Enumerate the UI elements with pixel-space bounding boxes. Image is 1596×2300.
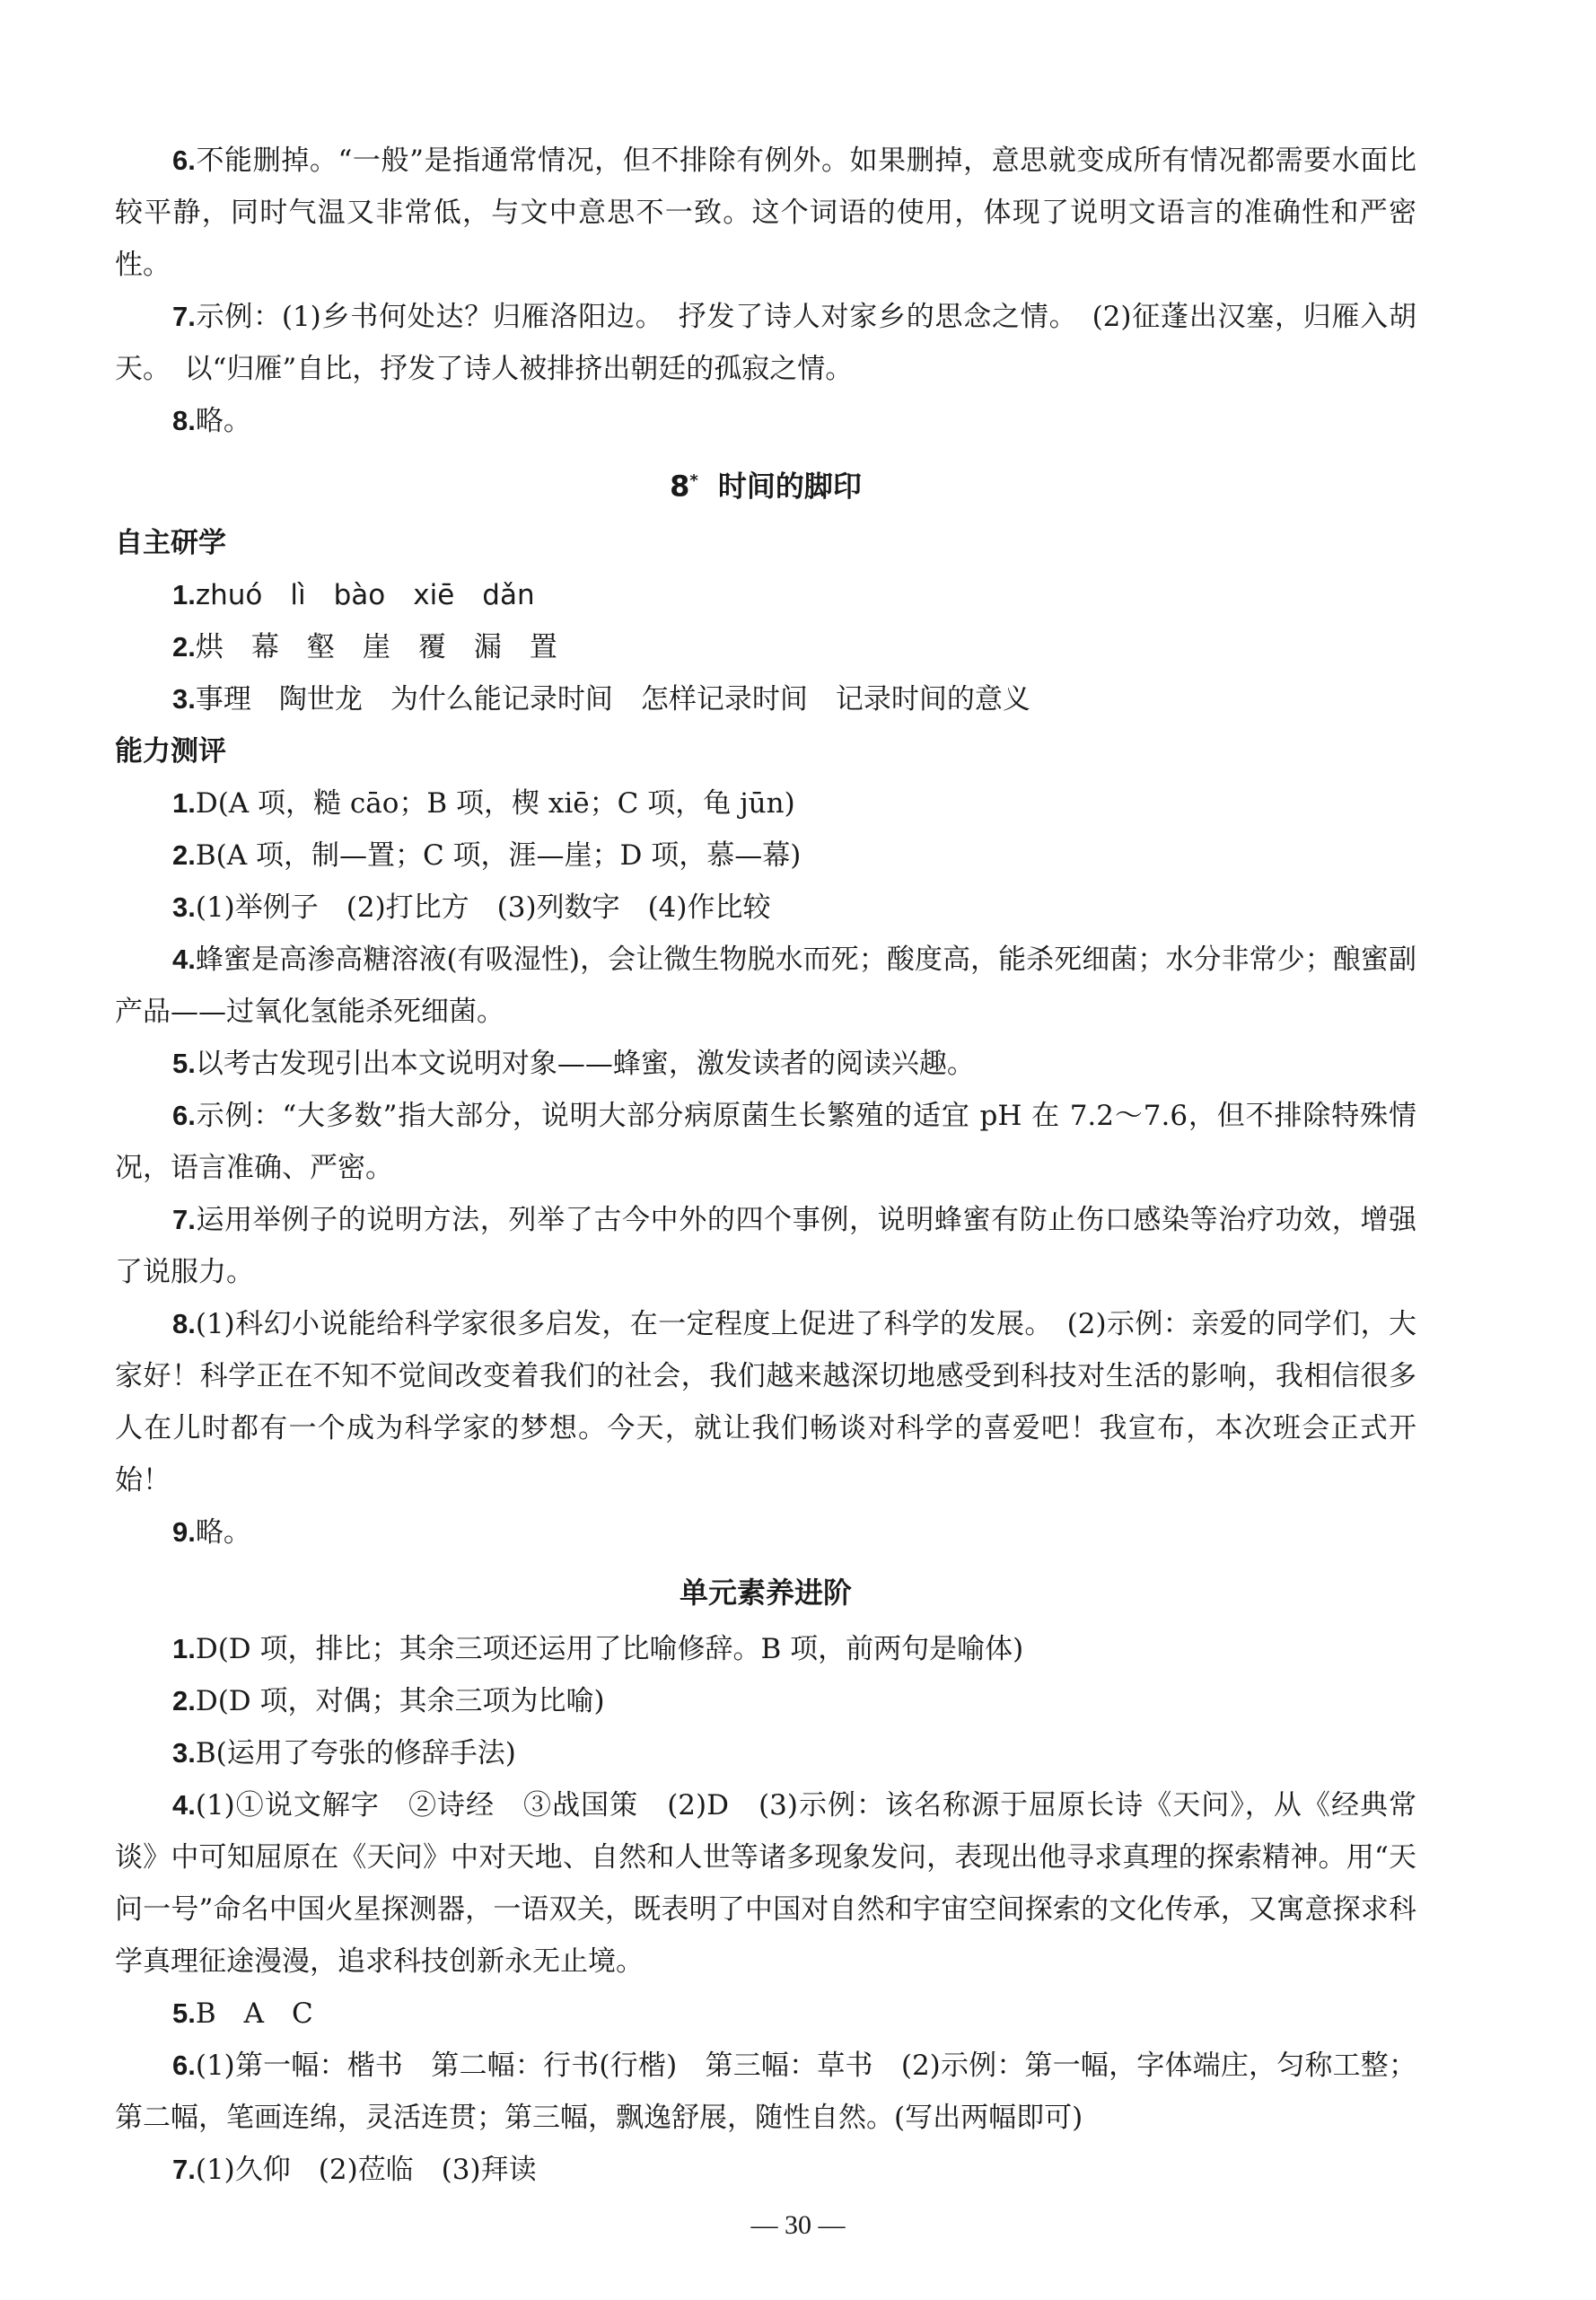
zizhu-heading: 自主研学: [115, 526, 226, 559]
answer-item: 4.(1)①说文解字 ②诗经 ③战国策 (2)D (3)示例：该名称源于屈原长诗《天问》，从《经典常谈》中可知屈原在《天问》中对天地、自然和人世等诸多现象发问，表现出他寻求真理的探索精神。用“天问一号”命名中国火星探测器，一语双关，既表明了中国对自然和宇宙空间探索的文化传承，又寓意探求科学真理征途漫漫，追求科技创新永无止境。: [115, 1788, 1416, 1978]
answer-page: [115, 135, 1416, 2196]
answer-item: 2.烘 幕 壑 崖 覆 漏 置: [172, 630, 557, 663]
answer-item: 1.zhuó lì bào xiē dǎn: [172, 578, 535, 611]
answer-item: 3.(1)举例子 (2)打比方 (3)列数字 (4)作比较: [172, 891, 771, 924]
answer-item: 7.(1)久仰 (2)莅临 (3)拜读: [172, 2153, 537, 2186]
answer-item: 6.(1)第一幅：楷书 第二幅：行书(行楷) 第三幅：草书 (2)示例：第一幅，字体端庄，匀称工整；第二幅，笔画连绵，灵活连贯；第三幅，飘逸舒展，随性自然。(写出两幅即可): [115, 2049, 1416, 2134]
lesson-number: 8: [670, 469, 690, 504]
lesson-8-title: [115, 454, 1416, 514]
top-answers: [115, 135, 1416, 447]
answer-item: 7.示例：(1)乡书何处达？归雁洛阳边。 抒发了诗人对家乡的思念之情。 (2)征蓬出汉塞，归雁入胡天。 以“归雁”自比，抒发了诗人被排挤出朝廷的孤寂之情。: [115, 301, 1416, 385]
answer-item: 9.略。: [172, 1515, 251, 1549]
answer-item: 1.D(D 项，排比；其余三项还运用了比喻修辞。B 项，前两句是喻体): [172, 1632, 1024, 1665]
unit-title: 单元素养进阶: [679, 1575, 852, 1610]
answer-item: 7.运用举例子的说明方法，列举了古今中外的四个事例，说明蜂蜜有防止伤口感染等治疗功效，增强了说服力。: [115, 1203, 1416, 1288]
answer-item: 1.D(A 项，糙 cāo；B 项，楔 xiē；C 项，龟 jūn): [172, 786, 795, 820]
answer-item: 3.事理 陶世龙 为什么能记录时间 怎样记录时间 记录时间的意义: [172, 682, 1030, 715]
answer-item: 5.以考古发现引出本文说明对象——蜂蜜，激发读者的阅读兴趣。: [172, 1047, 975, 1080]
answer-item: 2.B(A 项，制—置；C 项，涯—崖；D 项，慕—幕): [172, 838, 802, 872]
answer-item: 8.(1)科幻小说能给科学家很多启发，在一定程度上促进了科学的发展。 (2)示例：亲爱的同学们，大家好！科学正在不知不觉间改变着我们的社会，我们越来越深切地感受到科技对生活的影响，我相信很多人在儿时都有一个成为科学家的梦想。今天，就让我们畅谈对科学的喜爱吧！我宣布，本次班会正式开始！: [115, 1307, 1416, 1497]
answer-item: 4.蜂蜜是高渗高糖溶液(有吸湿性)，会让微生物脱水而死；酸度高，能杀死细菌；水分非常少；酿蜜副产品——过氧化氢能杀死细菌。: [115, 943, 1416, 1028]
nengli-heading: 能力测评: [115, 734, 226, 768]
answer-item: 8.略。: [172, 405, 251, 437]
answer-item: 2.D(D 项，对偶；其余三项为比喻): [172, 1684, 605, 1717]
answer-item: 5.B A C: [172, 1997, 313, 2030]
lesson-star: *: [689, 471, 698, 490]
page-number: — 30 —: [750, 2210, 846, 2240]
answer-item: 3.B(运用了夸张的修辞手法): [172, 1736, 516, 1769]
answer-item: 6.不能删掉。“一般”是指通常情况，但不排除有例外。如果删掉，意思就变成所有情况都需要水面比较平静，同时气温又非常低，与文中意思不一致。这个词语的使用，体现了说明文语言的准确性和严密性。: [115, 145, 1416, 281]
lesson-title: 时间的脚印: [717, 469, 862, 504]
answer-item: 6.示例：“大多数”指大部分，说明大部分病原菌生长繁殖的适宜 pH 在 7.2～7.6，但不排除特殊情况，语言准确、严密。: [115, 1099, 1416, 1184]
